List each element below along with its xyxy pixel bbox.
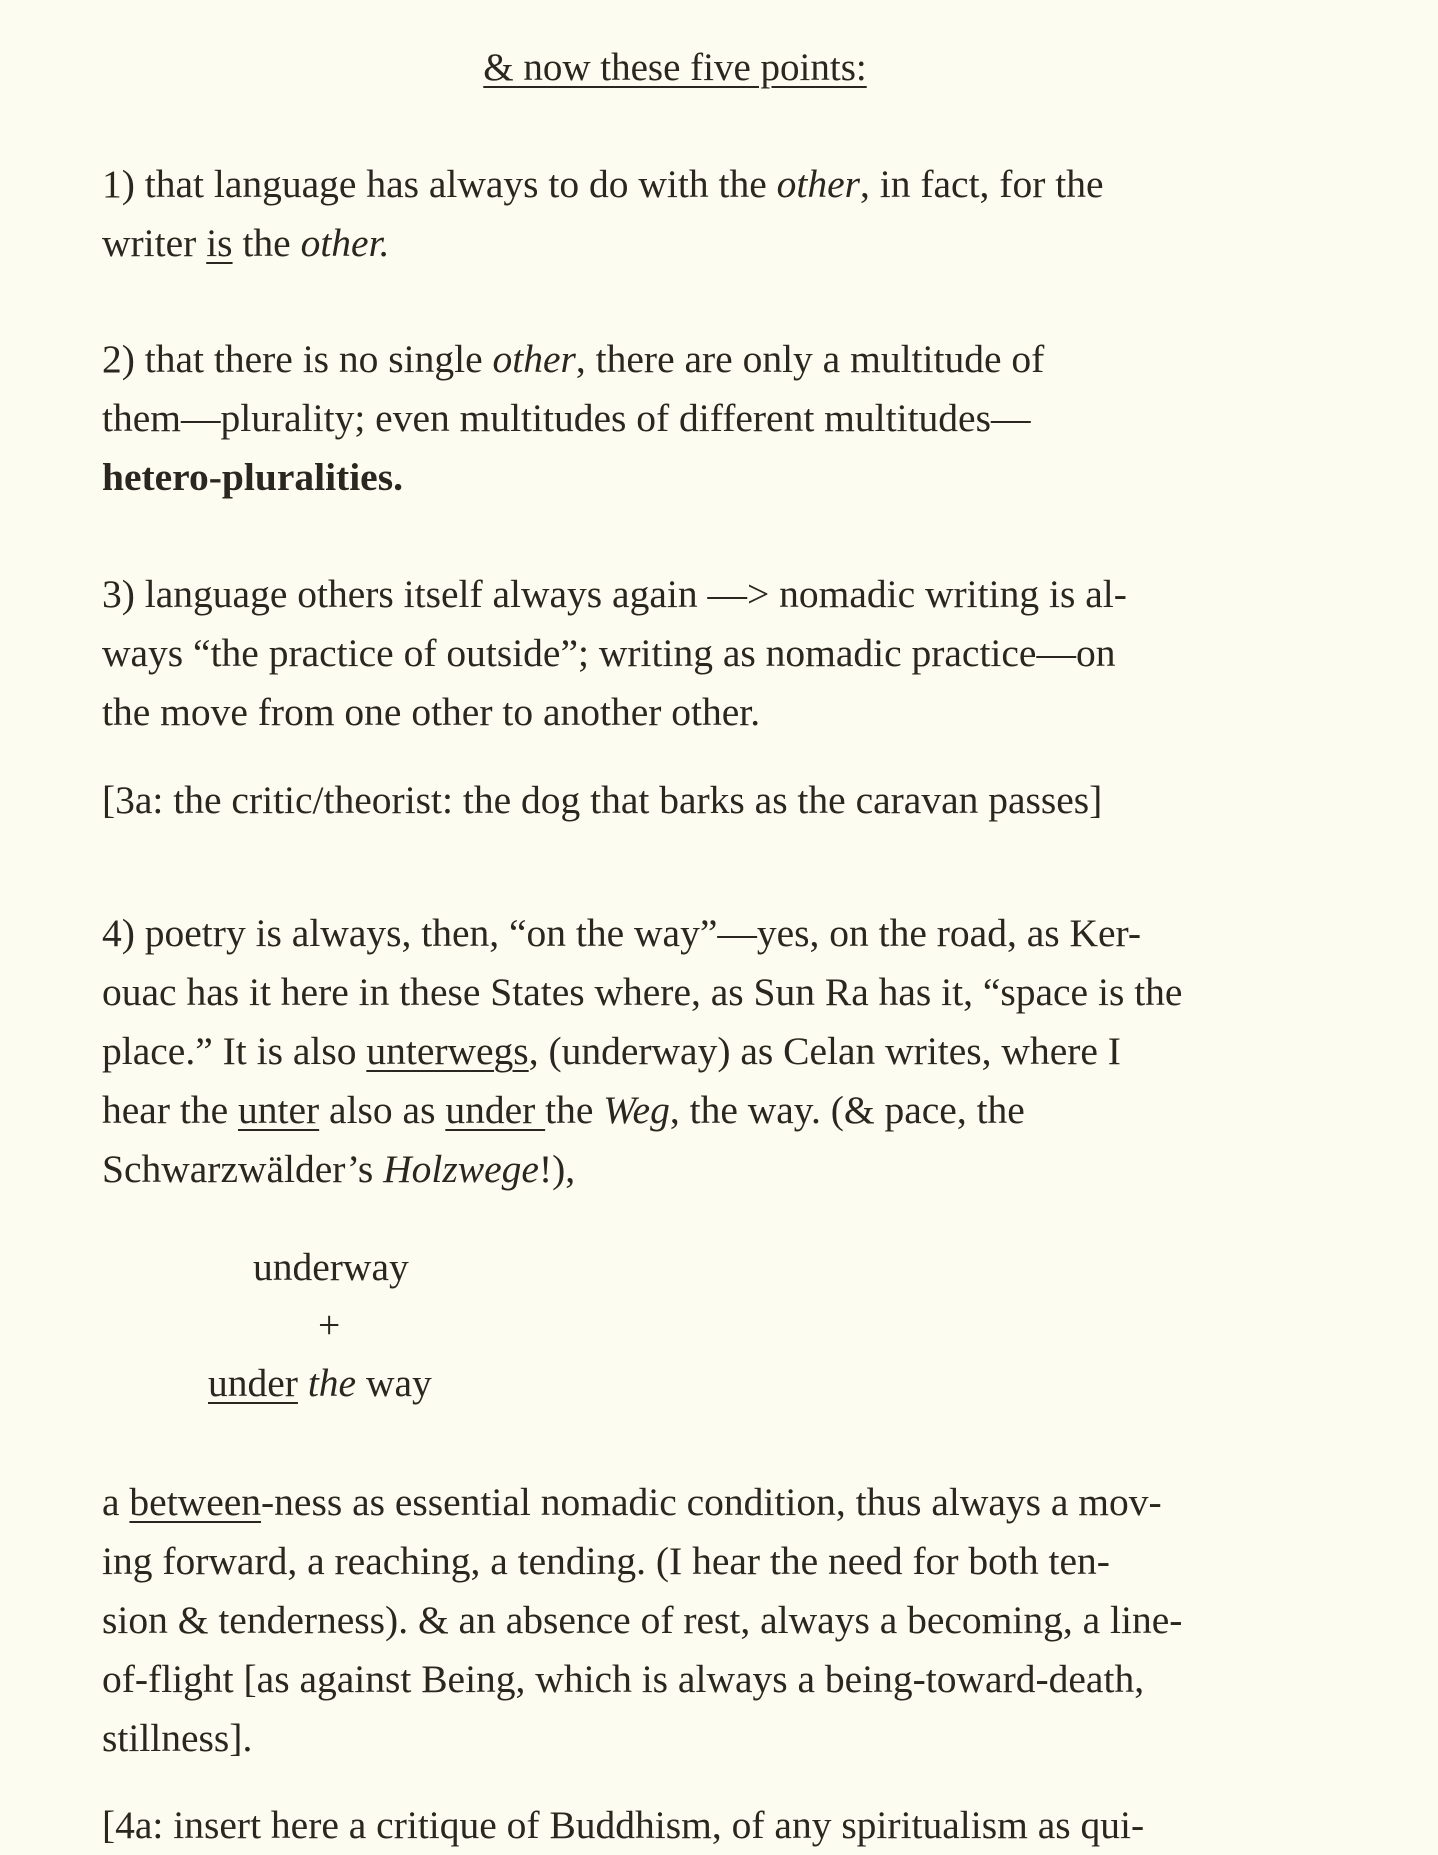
- underlined-run: under: [445, 1088, 546, 1132]
- italic-run: the: [297, 1361, 357, 1405]
- point-3a-line-1: [3a: the critic/theorist: the dog that barks as the caravan passes]: [102, 778, 1103, 822]
- point-4a-line-1: [4a: insert here a critique of Buddhism, of any spiritualism as qui-: [102, 1803, 1145, 1847]
- between-line-2: ing forward, a reaching, a tending. (I hear the need for both ten-: [102, 1539, 1110, 1583]
- text-run: , in fact, for the: [860, 162, 1104, 206]
- text-run: 2) that there is no single: [102, 337, 493, 381]
- point-2-line-2: them—plurality; even multitudes of different multitudes—: [102, 396, 1031, 440]
- point-1: [102, 155, 1302, 273]
- point-2: [102, 330, 1302, 507]
- point-3: [102, 565, 1302, 742]
- text-run: , there are only a multitude of: [575, 337, 1045, 381]
- text-run: the: [232, 221, 301, 265]
- point-4-line-5: [102, 1140, 1302, 1199]
- bold-run: hetero-pluralities.: [102, 455, 403, 499]
- underlined-run: under: [208, 1361, 298, 1405]
- italic-run: Holzwege: [383, 1147, 539, 1191]
- between-line-3: sion & tenderness). & an absence of rest, always a becoming, a line-: [102, 1598, 1183, 1642]
- point-4: [102, 904, 1302, 1199]
- between-line-4: of-flight [as against Being, which is always a being-toward-death,: [102, 1657, 1145, 1701]
- section-heading: & now these five points:: [483, 46, 867, 89]
- text-run: , the way. (& pace, the: [669, 1088, 1025, 1132]
- text-run: Schwarzwälder’s: [102, 1147, 384, 1191]
- underlined-run: is: [206, 221, 233, 265]
- text-run: , (underway) as Celan writes, where I: [528, 1029, 1121, 1073]
- point-4-line-3: [102, 1022, 1302, 1081]
- point-3-line-3: the move from one other to another other.: [102, 690, 761, 734]
- point-4-line-1: 4) poetry is always, then, “on the way”—yes, on the road, as Ker-: [102, 911, 1142, 955]
- between-line-1: [102, 1473, 1302, 1532]
- text-run: place.” It is also: [102, 1029, 367, 1073]
- underlined-run: unterwegs: [366, 1029, 529, 1073]
- text-run: hear the: [102, 1088, 238, 1132]
- text-run: way: [356, 1361, 432, 1405]
- between-ness-paragraph: [102, 1473, 1302, 1768]
- between-line-5: stillness].: [102, 1716, 253, 1760]
- point-4-line-2: ouac has it here in these States where, as Sun Ra has it, “space is the: [102, 970, 1183, 1014]
- point-1-line-1: [102, 155, 1302, 214]
- text-run: -ness as essential nomadic condition, thus always a mov-: [261, 1480, 1162, 1524]
- point-4a: [102, 1796, 1302, 1855]
- italic-run: Weg: [603, 1088, 670, 1132]
- point-2-line-3: [102, 448, 1302, 507]
- formula-top: underway: [253, 1245, 409, 1289]
- italic-run: other: [492, 337, 576, 381]
- point-2-line-1: [102, 330, 1302, 389]
- text-run: also as: [319, 1088, 446, 1132]
- point-3-line-1: 3) language others itself always again —> nomadic writing is al-: [102, 572, 1127, 616]
- underlined-run: unter: [237, 1088, 320, 1132]
- text-run: a: [102, 1480, 130, 1524]
- point-1-line-2: [102, 214, 1302, 273]
- text-run: the: [545, 1088, 604, 1132]
- point-4-line-4: [102, 1081, 1302, 1140]
- point-3a: [102, 771, 1302, 830]
- formula-bottom: [208, 1354, 432, 1413]
- text-run: !),: [538, 1147, 576, 1191]
- text-run: 1) that language has always to do with the: [102, 162, 777, 206]
- italic-run: other.: [300, 221, 390, 265]
- text-run: writer: [102, 221, 207, 265]
- formula-plus: +: [318, 1303, 341, 1347]
- underlined-run: between: [129, 1480, 262, 1524]
- point-3-line-2: ways “the practice of outside”; writing as nomadic practice—on: [102, 631, 1116, 675]
- italic-run: other: [776, 162, 861, 206]
